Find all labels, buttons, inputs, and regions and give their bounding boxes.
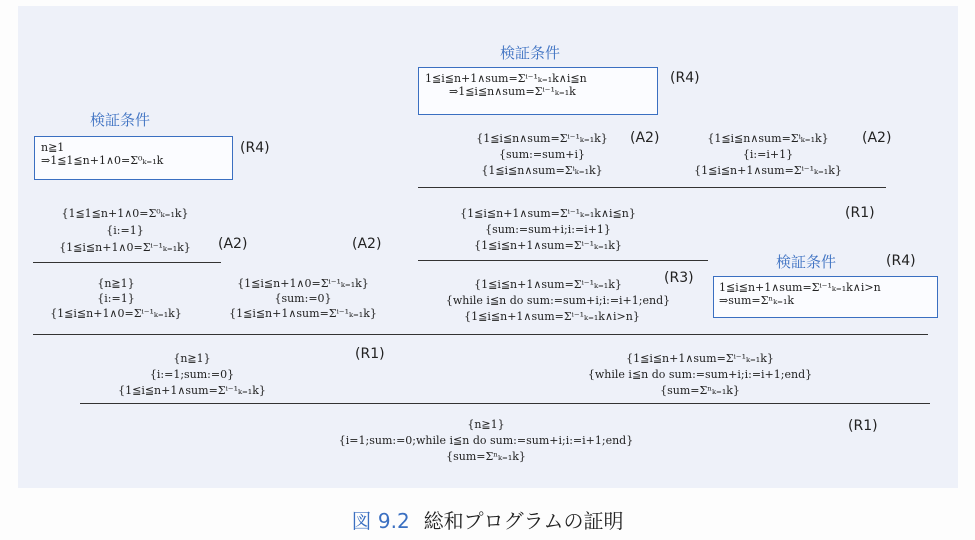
assertion-pre: {1≦1≦n+1∧0=Σ⁰ₖ₌₁k} [61, 207, 189, 220]
assertion-pre: {n≧1} [173, 352, 211, 365]
command: {sum:=sum+i;i:=i+1} [485, 223, 611, 236]
assertion-pre: {1≦i≦n+1∧sum=Σⁱ⁻¹ₖ₌₁k} [474, 278, 622, 291]
inference-line [418, 187, 886, 188]
assertion-pre: {1≦i≦n∧sum=Σⁱ⁻¹ₖ₌₁k} [476, 132, 608, 145]
inference-line [418, 260, 708, 261]
verify-label-right-lower: 検証条件 [776, 253, 837, 271]
inference-line [33, 262, 221, 263]
vc-box-right-lower [713, 276, 938, 318]
rule-label-a2: (A2) [862, 130, 892, 146]
rule-label-r4: (R4) [886, 253, 916, 269]
rule-label-a2: (A2) [630, 130, 660, 146]
vc-box-left [34, 136, 233, 180]
verify-label-left: 検証条件 [90, 111, 151, 129]
command: {i:=i+1} [742, 148, 794, 161]
assertion-post: {sum=Σⁿₖ₌₁k} [660, 384, 740, 397]
inference-line [418, 334, 928, 335]
rule-label-r1: (R1) [845, 205, 875, 221]
assertion-post: {sum=Σⁿₖ₌₁k} [446, 450, 526, 463]
rule-label-r1: (R1) [355, 346, 385, 362]
figure-caption [0, 505, 975, 534]
assertion-post: {1≦i≦n+1∧0=Σⁱ⁻¹ₖ₌₁k} [59, 241, 191, 254]
rule-label-a2: (A2) [218, 236, 248, 252]
assertion-post: {1≦i≦n∧sum=Σⁱₖ₌₁k} [481, 164, 603, 177]
assertion-pre: {1≦i≦n+1∧0=Σⁱ⁻¹ₖ₌₁k} [237, 277, 369, 290]
vc-line: 1≦i≦n+1∧sum=Σⁱ⁻¹ₖ₌₁k∧i≦n [425, 72, 587, 85]
figure-title: 総和プログラムの証明 [423, 509, 624, 533]
vc-line: ⇒1≦1≦n+1∧0=Σ⁰ₖ₌₁k [41, 154, 164, 167]
assertion-pre: {n≧1} [467, 418, 505, 431]
vc-line: n≧1 [41, 141, 65, 154]
command: {sum:=0} [274, 292, 332, 305]
command: {i:=1} [106, 224, 144, 237]
rule-label-r1: (R1) [848, 418, 878, 434]
assertion-post: {1≦i≦n+1∧sum=Σⁱ⁻¹ₖ₌₁k∧i>n} [464, 310, 640, 323]
assertion-pre: {n≧1} [97, 277, 135, 290]
assertion-post: {1≦i≦n+1∧0=Σⁱ⁻¹ₖ₌₁k} [50, 307, 182, 320]
command: {i:=1} [97, 292, 135, 305]
command: {sum:=sum+i} [499, 148, 585, 161]
figure-number: 図 9.2 [351, 509, 410, 533]
command: {i=1;sum:=0;while i≦n do sum:=sum+i;i:=i+1;end} [338, 434, 634, 447]
vc-line: ⇒1≦i≦n∧sum=Σⁱ⁻¹ₖ₌₁k [449, 85, 576, 98]
vc-line: 1≦i≦n+1∧sum=Σⁱ⁻¹ₖ₌₁k∧i>n [719, 281, 881, 294]
inference-line [80, 403, 930, 404]
assertion-pre: {1≦i≦n∧sum=Σⁱₖ₌₁k} [707, 132, 829, 145]
rule-label-a2: (A2) [352, 236, 382, 252]
assertion-post: {1≦i≦n+1∧sum=Σⁱ⁻¹ₖ₌₁k} [474, 239, 622, 252]
vc-line: ⇒sum=Σⁿₖ₌₁k [719, 294, 795, 307]
assertion-pre: {1≦i≦n+1∧sum=Σⁱ⁻¹ₖ₌₁k} [626, 352, 774, 365]
rule-label-r4: (R4) [240, 140, 270, 156]
vc-box-top-right [418, 67, 658, 115]
command: {while i≦n do sum:=sum+i;i:=i+1;end} [587, 368, 813, 381]
inference-line [33, 334, 418, 335]
rule-label-r3: (R3) [664, 270, 694, 286]
assertion-post: {1≦i≦n+1∧sum=Σⁱ⁻¹ₖ₌₁k} [229, 307, 377, 320]
rule-label-r4: (R4) [670, 70, 700, 86]
assertion-post: {1≦i≦n+1∧sum=Σⁱ⁻¹ₖ₌₁k} [118, 384, 266, 397]
verify-label-top-right: 検証条件 [500, 44, 561, 62]
command: {i:=1;sum:=0} [149, 368, 235, 381]
assertion-post: {1≦i≦n+1∧sum=Σⁱ⁻¹ₖ₌₁k} [694, 164, 842, 177]
assertion-pre: {1≦i≦n+1∧sum=Σⁱ⁻¹ₖ₌₁k∧i≦n} [460, 207, 636, 220]
command: {while i≦n do sum:=sum+i;i:=i+1;end} [445, 294, 671, 307]
